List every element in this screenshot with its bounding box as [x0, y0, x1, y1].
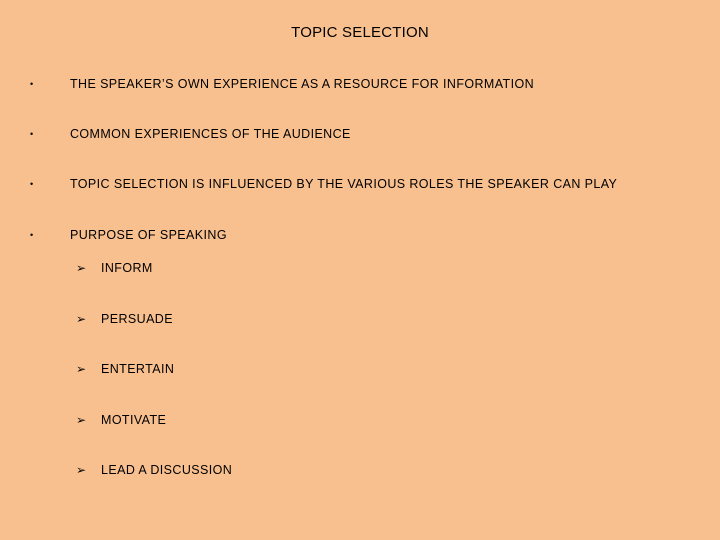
- sub-item-text: MOTIVATE: [101, 413, 167, 427]
- sub-item-text: PERSUADE: [101, 312, 173, 326]
- bullet-text: THE SPEAKER’S OWN EXPERIENCE AS A RESOURCE FOR INFORMATION: [70, 77, 535, 91]
- bullet-text: COMMON EXPERIENCES OF THE AUDIENCE: [70, 127, 351, 141]
- bullet-icon: •: [30, 229, 34, 240]
- arrowhead-bullet-icon: ➢: [76, 413, 87, 427]
- arrowhead-bullet-icon: ➢: [76, 362, 87, 376]
- arrowhead-bullet-icon: ➢: [76, 312, 87, 326]
- slide-title: TOPIC SELECTION: [291, 24, 429, 41]
- bullet-item: [30, 127, 710, 141]
- sub-list-item: [76, 362, 676, 376]
- bullet-icon: •: [30, 178, 34, 189]
- sub-list-item: [76, 312, 676, 326]
- sub-item-text: ENTERTAIN: [101, 362, 175, 376]
- bullet-text: PURPOSE OF SPEAKING: [70, 228, 227, 242]
- sub-list-item: [76, 261, 676, 275]
- bullet-item: [30, 77, 710, 91]
- arrowhead-bullet-icon: ➢: [76, 261, 87, 275]
- bullet-item: [30, 228, 710, 242]
- bullet-icon: •: [30, 128, 34, 139]
- bullet-text: TOPIC SELECTION IS INFLUENCED BY THE VARIOUS ROLES THE SPEAKER CAN PLAY: [70, 177, 618, 191]
- arrowhead-bullet-icon: ➢: [76, 463, 87, 477]
- bullet-item: [30, 177, 710, 191]
- bullet-icon: •: [30, 78, 34, 89]
- sub-list-item: [76, 413, 676, 427]
- sub-item-text: LEAD A DISCUSSION: [101, 463, 233, 477]
- sub-list-item: [76, 463, 676, 477]
- sub-item-text: INFORM: [101, 261, 153, 275]
